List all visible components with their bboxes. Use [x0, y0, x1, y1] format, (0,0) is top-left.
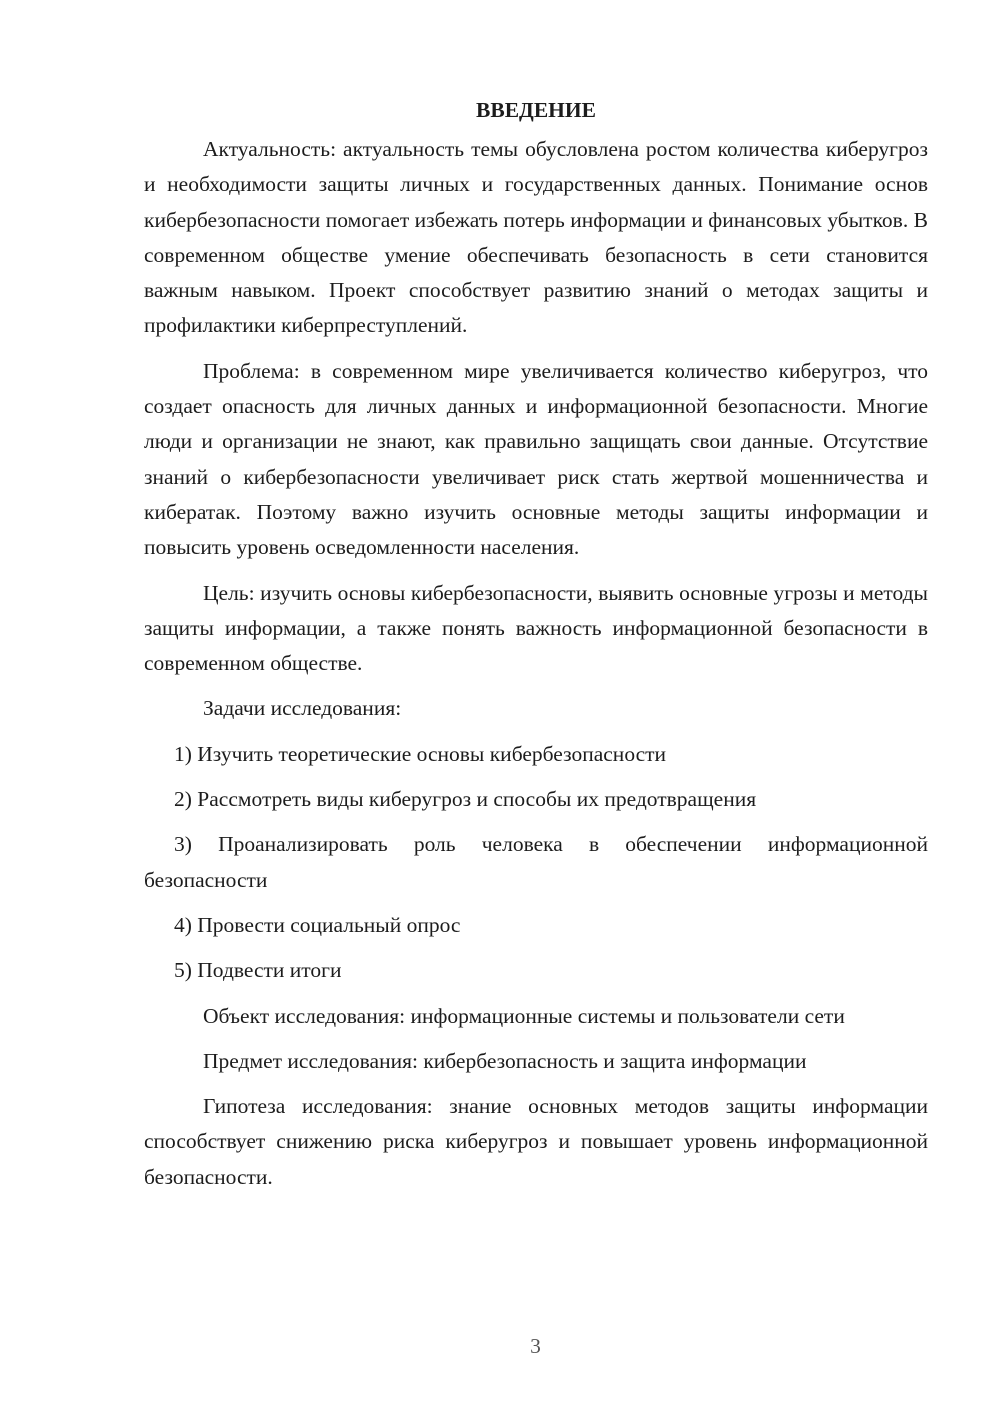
paragraph-object: Объект исследования: информационные системы и пользователи сети [203, 1003, 845, 1028]
list-item: 1) Изучить теоретические основы кибербезопасности [174, 741, 667, 766]
list-item: 3) Проанализировать роль человека в обеспечении информационной безопасности [144, 832, 928, 892]
list-item: 2) Рассмотреть виды киберугроз и способы их предотвращения [174, 787, 757, 812]
list-item: 5) Подвести итоги [174, 958, 342, 983]
page-number: 3 [530, 1334, 541, 1358]
page-title: ВВЕДЕНИЕ [476, 98, 596, 122]
paragraph-problem: Проблема: в современном мире увеличивается количество киберугроз, что создает опасность для личных данных и информационной безопасности. Многие люди и организации не знают, как правильно защищать свои данные. Отсутствие знаний о кибербезопасности увеличивает риск стать жертвой мошенничества и кибератак. Поэтому важно изучить основные методы защиты информации и повысить уровень осведомленности населения. [144, 358, 928, 560]
paragraph-relevance: Актуальность: актуальность темы обусловлена ростом количества киберугроз и необходимости защиты личных и государственных данных. Понимание основ кибербезопасности помогает избежать потерь информации и финансовых убытков. В современном обществе умение обеспечивать безопасность в сети становится важным навыком. Проект способствует развитию знаний о методах защиты и профилактики киберпреступлений. [144, 137, 928, 338]
paragraph-subject: Предмет исследования: кибербезопасность и защита информации [203, 1048, 807, 1073]
tasks-heading: Задачи исследования: [203, 696, 402, 721]
paragraph-goal: Цель: изучить основы кибербезопасности, выявить основные угрозы и методы защиты информации, а также понять важность информационной безопасности в современном обществе. [144, 580, 928, 676]
page-content [144, 93, 928, 1205]
list-item: 4) Провести социальный опрос [174, 912, 461, 937]
paragraph-hypothesis: Гипотеза исследования: знание основных методов защиты информации способствует снижению риска киберугроз и повышает уровень информационной безопасности. [144, 1094, 928, 1189]
